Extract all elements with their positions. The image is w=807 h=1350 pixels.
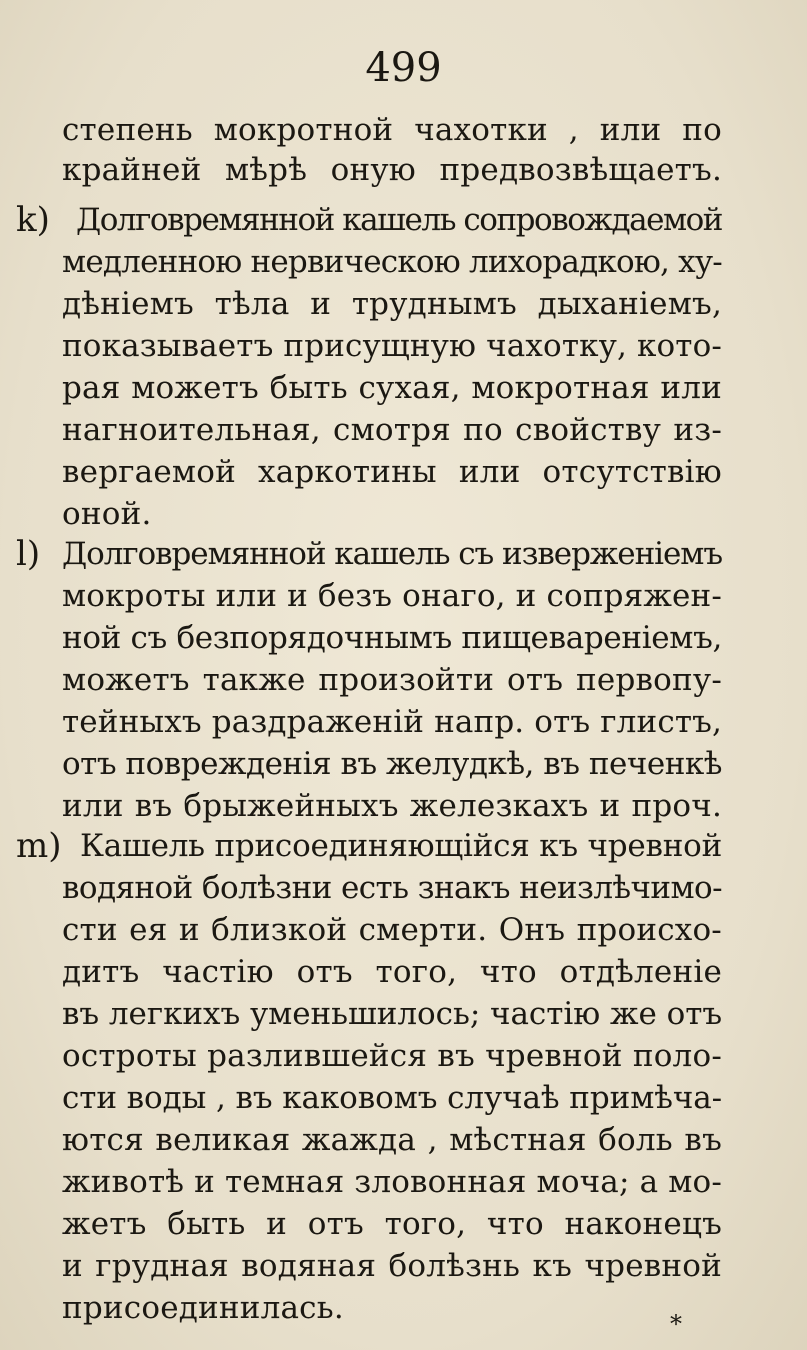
text-line: рая можетъ быть сухая, мокротная или <box>62 370 722 406</box>
text-line: нагноительная, смотря по свойству из- <box>62 412 722 448</box>
text-line: животѣ и темная зловонная моча; а мо- <box>62 1164 722 1200</box>
text-line: остроты разлившейся въ чревной поло- <box>62 1038 722 1074</box>
text-line: ются великая жажда , мѣстная боль въ <box>62 1122 722 1158</box>
text-line: въ легкихъ уменьшилось; частію же отъ <box>62 996 722 1032</box>
text-line: Долговремянной кашель сопровождаемой <box>76 202 722 238</box>
text-line: дѣніемъ тѣла и труднымъ дыханіемъ, <box>62 286 722 322</box>
text-line: или въ брыжейныхъ железкахъ и проч. <box>62 788 722 824</box>
footer-mark: * <box>670 1310 682 1338</box>
text-line: сти ея и близкой смерти. Онъ происхо- <box>62 912 722 948</box>
text-line: можетъ также произойти отъ первопу- <box>62 662 722 698</box>
text-line: тейныхъ раздраженій напр. отъ глистъ, <box>62 704 722 740</box>
text-line: ной съ безпорядочнымъ пищевареніемъ, <box>62 620 722 656</box>
text-line: жетъ быть и отъ того, что наконецъ <box>62 1206 722 1242</box>
text-line: водяной болѣзни есть знакъ неизлѣчимо- <box>62 870 722 906</box>
text-line: Долговремянной кашель съ изверженіемъ <box>62 536 722 572</box>
text-line: медленною нервическою лихорадкою, ху- <box>62 244 722 280</box>
page-number: 499 <box>365 45 442 91</box>
paragraph-marker-l: l) <box>16 534 41 574</box>
text-line: показываетъ присущную чахотку, кото- <box>62 328 722 364</box>
text-line: дитъ частію отъ того, что отдѣленіе <box>62 954 722 990</box>
text-line: и грудная водяная болѣзнь къ чревной <box>62 1248 722 1284</box>
text-line: мокроты или и безъ онаго, и сопряжен- <box>62 578 722 614</box>
text-line: присоединилась. <box>62 1290 344 1326</box>
text-line: оной. <box>62 496 152 532</box>
paragraph-marker-m: m) <box>16 826 62 866</box>
text-line: отъ поврежденія въ желудкѣ, въ печенкѣ <box>62 746 722 782</box>
text-line: сти воды , въ каковомъ случаѣ примѣча- <box>62 1080 722 1116</box>
text-line: крайней мѣрѣ оную предвозвѣщаетъ. <box>62 152 722 188</box>
text-line: вергаемой харкотины или отсутствію <box>62 454 722 490</box>
paragraph-marker-k: k) <box>16 200 50 240</box>
text-line: степень мокротной чахотки , или по <box>62 112 722 148</box>
text-line: Кашель присоединяющійся къ чревной <box>80 828 722 864</box>
